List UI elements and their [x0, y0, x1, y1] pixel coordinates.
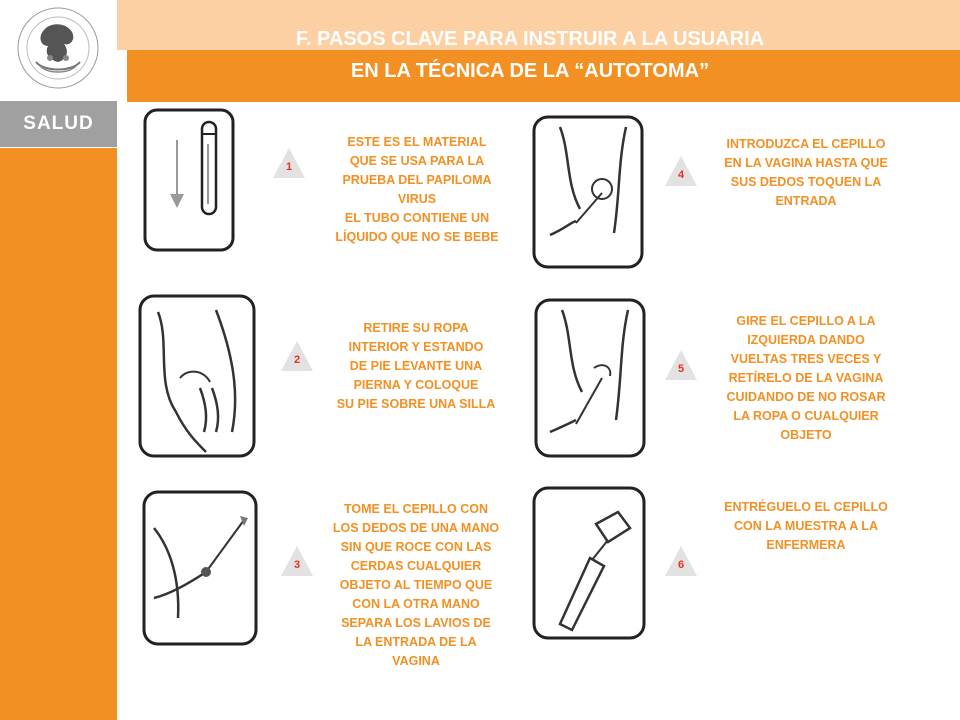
step-4-text: INTRODUZCA EL CEPILLO EN LA VAGINA HASTA QUE SUS DEDOS TOQUEN LA ENTRADA — [724, 137, 888, 208]
step-4-number: 4 — [677, 169, 685, 181]
brush-insert-icon — [530, 113, 646, 271]
step-5-text: GIRE EL CEPILLO A LA IZQUIERDA DANDO VUELTAS TRES VECES Y RETÍRELO DE LA VAGINA CUIDANDO DE NO ROSAR LA ROPA O CUALQUIER OBJETO — [726, 314, 886, 442]
step-3-illustration — [140, 488, 260, 653]
salud-label-box — [0, 100, 117, 148]
step-1-illustration — [140, 104, 240, 259]
step-5-number: 5 — [677, 363, 685, 375]
step-1-text: ESTE ES EL MATERIAL QUE SE USA PARA LA PRUEBA DEL PAPILOMA VIRUS EL TUBO CONTIENE UN LÍQUIDO QUE NO SE BEBE — [335, 135, 499, 244]
mexico-seal-icon — [0, 0, 117, 100]
step-4-number-badge — [665, 156, 697, 186]
brush-deliver-icon — [530, 484, 648, 642]
step-1-number-badge — [273, 148, 305, 178]
step-5-illustration — [532, 296, 648, 465]
step-2-text: RETIRE SU ROPA INTERIOR Y ESTANDO DE PIE LEVANTE UNA PIERNA Y COLOQUE SU PIE SOBRE UNA SILLA — [336, 321, 496, 411]
test-tube-icon — [140, 104, 240, 254]
hand-brush-icon — [140, 488, 260, 648]
step-6-number-badge — [665, 546, 697, 576]
salud-label: SALUD — [23, 113, 94, 134]
page-title-line2: EN LA TÉCNICA DE LA “AUTOTOMA” — [350, 60, 710, 82]
step-6-number: 6 — [677, 559, 685, 571]
step-5-number-badge — [665, 350, 697, 380]
step-3-text: TOME EL CEPILLO CON LOS DEDOS DE UNA MANO SIN QUE ROCE CON LAS CERDAS CUALQUIER OBJETO AL TIEMPO QUE CON LA OTRA MANO SEPARA LOS LAVIOS DE LA ENTRADA DE LA VAGINA — [332, 502, 500, 668]
brush-rotate-icon — [532, 296, 648, 460]
page-title-line1: F. PASOS CLAVE PARA INSTRUIR A LA USUARIA — [295, 28, 765, 50]
step-2-illustration — [136, 292, 260, 465]
step-1-number: 1 — [285, 161, 293, 173]
step-6-illustration — [530, 484, 648, 647]
step-3-number: 3 — [293, 559, 301, 571]
body-standing-icon — [136, 292, 260, 460]
step-4-illustration — [530, 113, 646, 276]
step-6-text: ENTRÉGUELO EL CEPILLO CON LA MUESTRA A LA ENFERMERA — [724, 500, 888, 552]
seal-panel — [0, 0, 117, 100]
step-2-number: 2 — [293, 354, 301, 366]
